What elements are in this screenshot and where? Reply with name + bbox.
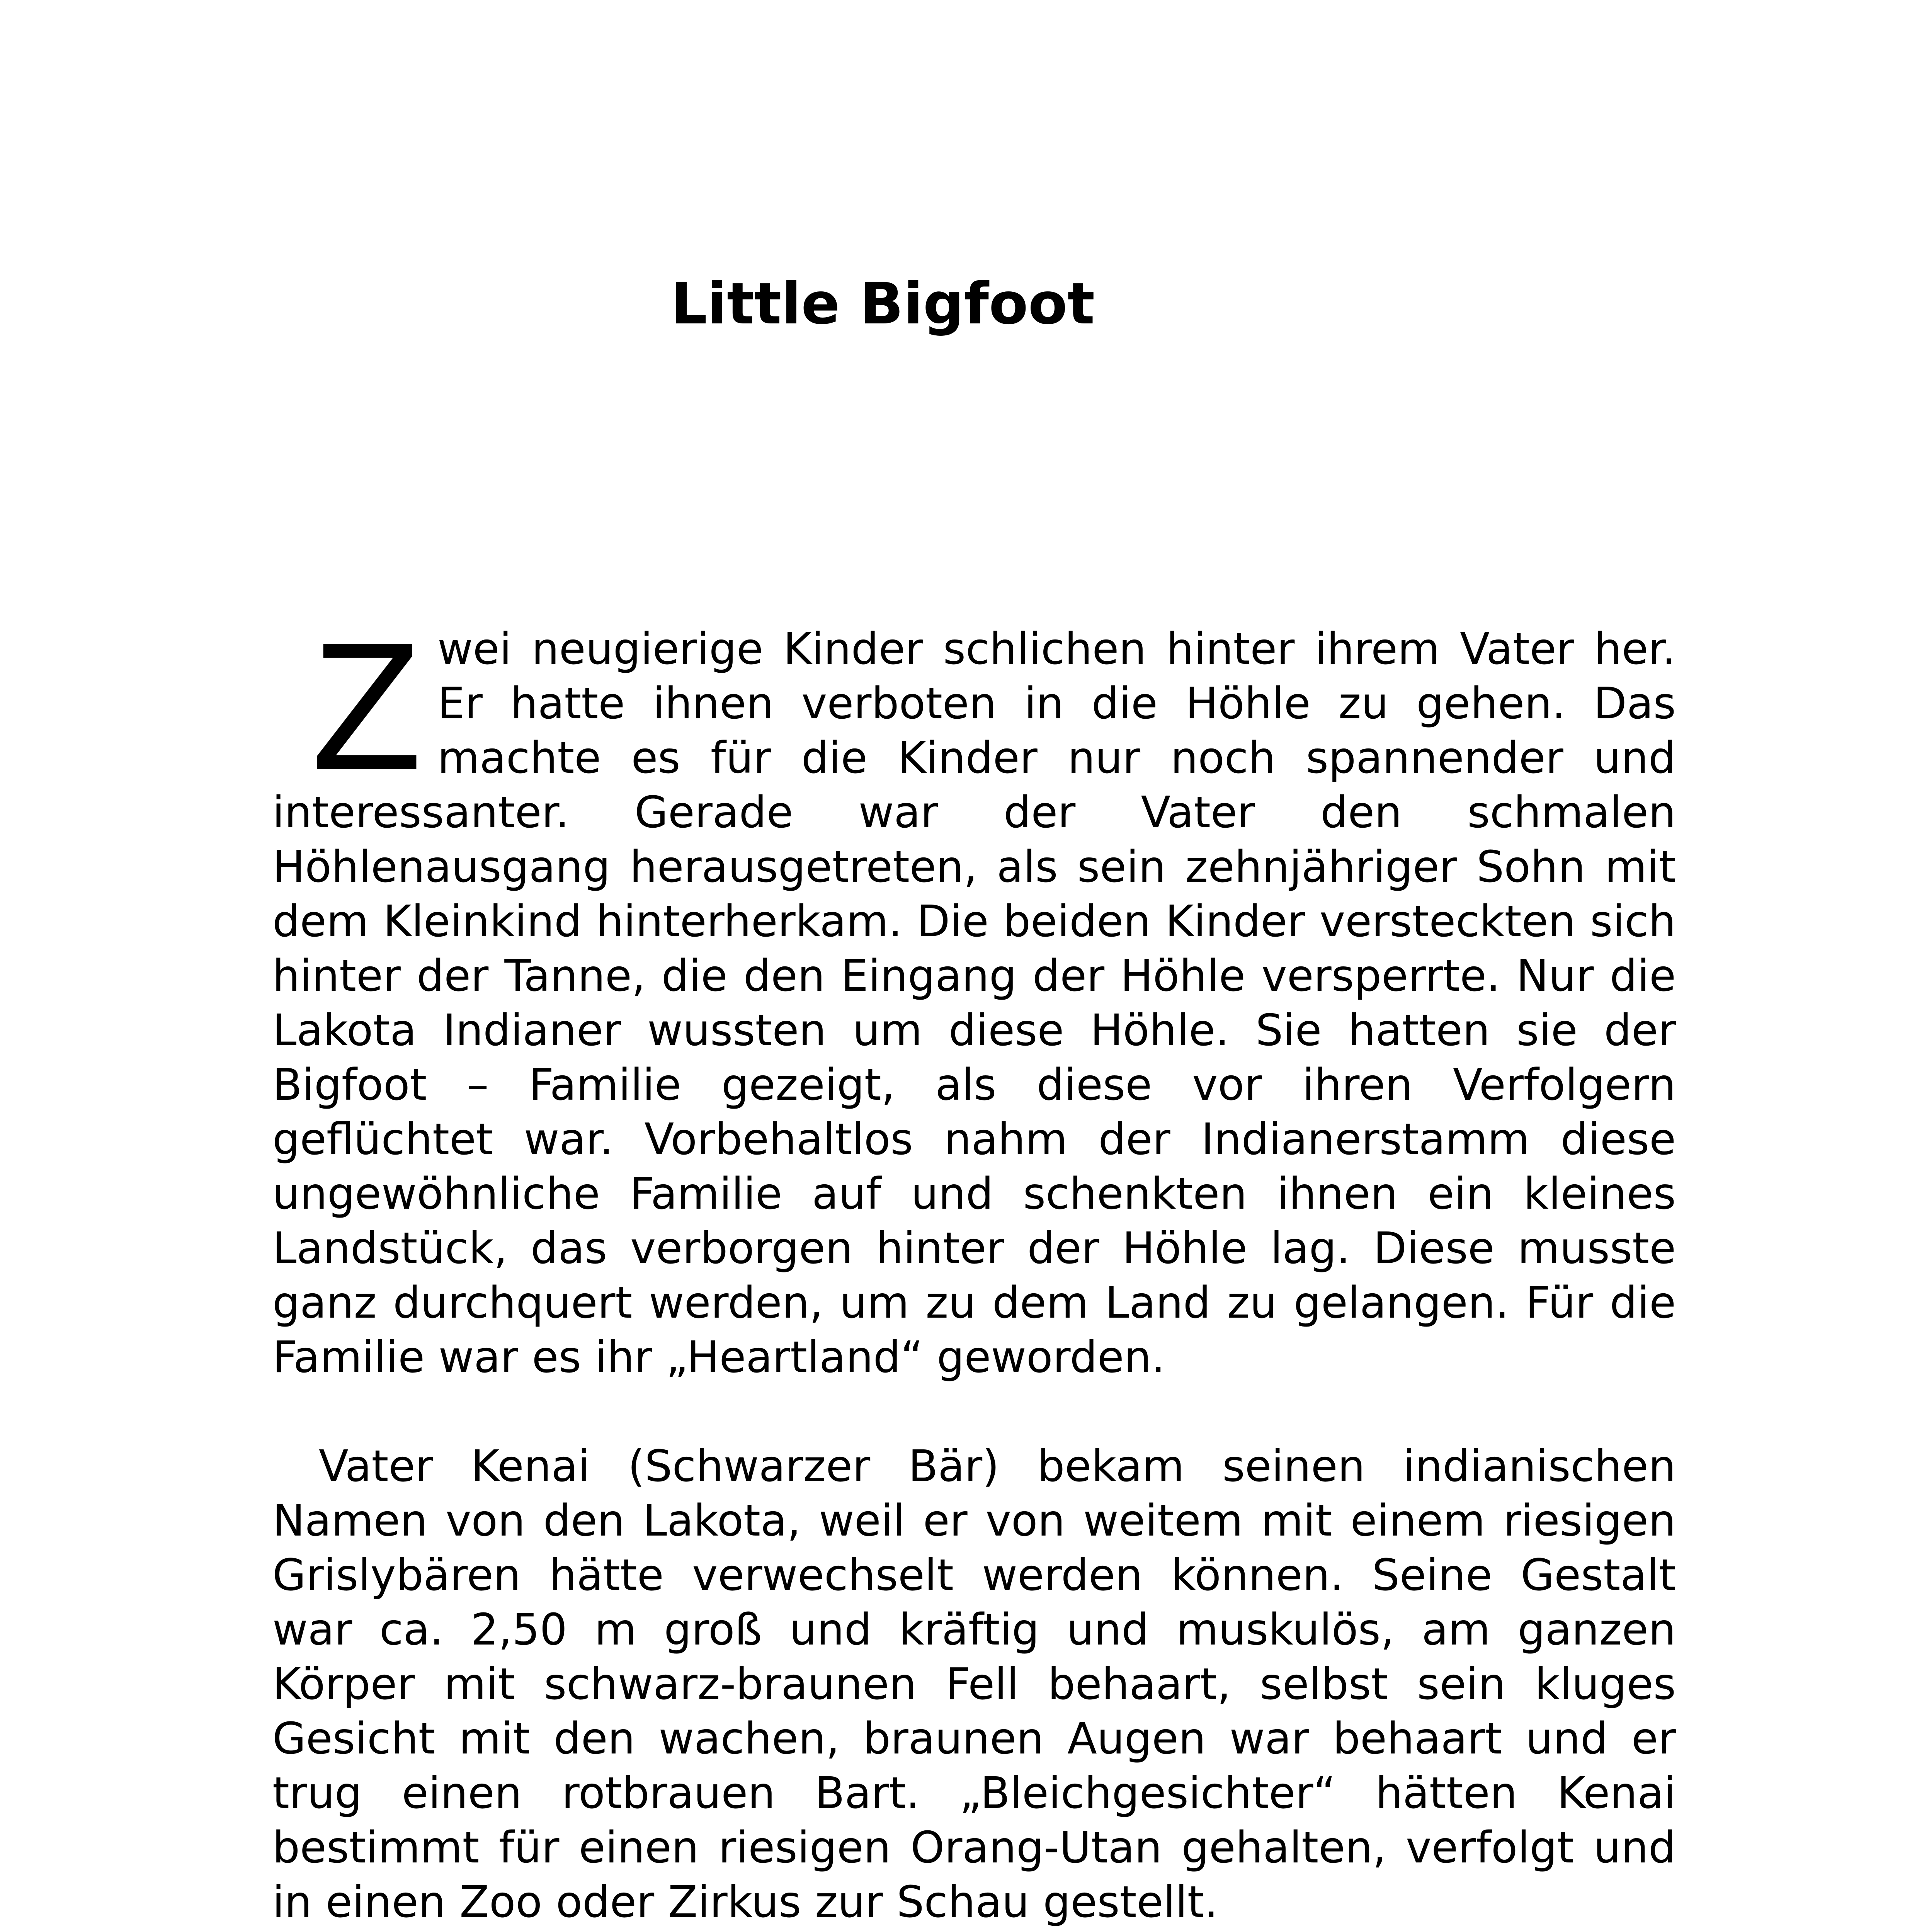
- drop-cap: Z: [311, 605, 422, 808]
- chapter-body: [272, 605, 1676, 1932]
- chapter-title: Little Bigfoot: [671, 270, 1095, 337]
- paragraph-1-text: wei neugierige Kinder schlichen hinter ihrem Vater her. Er hatte ihnen verboten in die Höhle zu gehen. Das machte es für die Kinder nur noch spannender und interessanter. Gerade war der Vater den schmalen Höhlenausgang herausgetreten, als sein zehnjähriger Sohn mit dem Kleinkind hinterherkam. Die beiden Kinder versteckten sich hinter der Tanne, die den Eingang der Höhle versperrte. Nur die Lakota Indianer wussten um diese Höhle. Sie hatten sie der Bigfoot – Familie gezeigt, als diese vor ihren Verfolgern geflüchtet war. Vorbehaltlos nahm der Indianerstamm diese ungewöhnliche Familie auf und schenkten ihnen ein kleines Landstück, das verborgen hinter der Höhle lag. Diese musste ganz durchquert werden, um zu dem Land zu gelangen. Für die Familie war es ihr „Heartland“ geworden.: [272, 624, 1676, 1383]
- paragraph-2: Vater Kenai (Schwarzer Bär) bekam seinen indianischen Namen von den Lakota, weil er von weitem mit einem riesigen Grislybären hätte verwechselt werden können. Seine Gestalt war ca. 2,50 m groß und kräftig und muskulös, am ganzen Körper mit schwarz-braunen Fell behaart, selbst sein kluges Gesicht mit den wachen, braunen Augen war behaart und er trug einen rotbrauen Bart. „Bleichgesichter“ hätten Kenai bestimmt für einen riesigen Orang-Utan gehalten, verfolgt und in einen Zoo oder Zirkus zur Schau gestellt.: [272, 1441, 1676, 1927]
- paragraph-1: [272, 605, 1676, 1385]
